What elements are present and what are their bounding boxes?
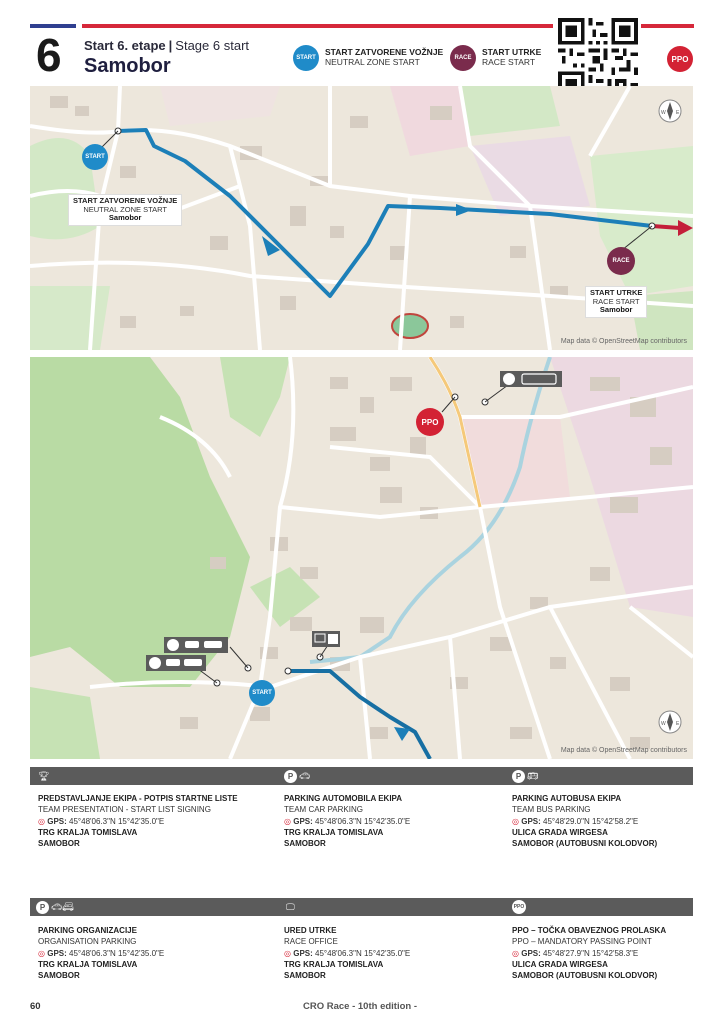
race-office-icon: 🖵︎ xyxy=(286,901,295,912)
stage-title xyxy=(84,38,249,53)
race-route-line xyxy=(652,226,680,228)
neutral-start-label xyxy=(68,194,182,226)
park-area xyxy=(30,286,110,350)
ppo-badge: PPO xyxy=(667,46,693,72)
info-address: TRG KRALJA TOMISLAVA xyxy=(284,828,384,838)
race-label-l3: Samobor xyxy=(599,305,633,315)
info-subtitle: PPO – MANDATORY PASSING POINT xyxy=(512,937,652,947)
gps-value: 45°48'29.0"N 15°42'58.2"E xyxy=(543,816,639,826)
race-label-l1: START UTRKE xyxy=(590,288,643,297)
svg-text:W: W xyxy=(661,110,666,116)
gps-label: GPS: xyxy=(47,816,67,826)
start-pin xyxy=(285,668,291,674)
parking-p-icon: P xyxy=(284,770,297,783)
stage-number: 6 xyxy=(36,29,62,81)
location-icon: ◎ xyxy=(284,816,291,826)
legend-race-line1: START UTRKE xyxy=(482,47,542,58)
location-icon: ◎ xyxy=(38,816,45,826)
title-separator: | xyxy=(168,38,173,53)
bus-parking-map-icon xyxy=(500,371,562,387)
neutral-start-badge: START xyxy=(293,45,319,71)
location-icon: ◎ xyxy=(512,816,519,826)
edition-footer: CRO Race - 10th edition - xyxy=(303,1001,418,1012)
gps-label: GPS: xyxy=(521,816,541,826)
info-subtitle: RACE OFFICE xyxy=(284,937,338,947)
info-gps xyxy=(38,816,268,827)
map-ppo-badge: PPO xyxy=(416,408,444,436)
location-icon: ◎ xyxy=(284,948,291,958)
team-bus-parking-icon: P 🚌︎ xyxy=(512,769,538,783)
org-parking-map-icon xyxy=(146,655,206,671)
gps-label: GPS: xyxy=(293,948,313,958)
gps-label: GPS: xyxy=(47,948,67,958)
info-address: ULICA GRADA WIRGESA xyxy=(512,960,608,970)
legend-neutral-line1: START ZATVORENE VOŽNJE xyxy=(325,47,444,58)
info-city: SAMOBOR (AUTOBUSNI KOLODVOR) xyxy=(512,971,658,981)
neutral-label-l1: START ZATVORENE VOŽNJE xyxy=(73,196,178,205)
race-start-badge: RACE xyxy=(450,45,476,71)
info-subtitle: TEAM PRESENTATION - START LIST SIGNING xyxy=(38,805,211,815)
car-parking-map-icon xyxy=(164,637,228,653)
svg-text:E: E xyxy=(676,721,680,727)
info-city: SAMOBOR (AUTOBUSNI KOLODVOR) xyxy=(512,839,658,849)
info-gps xyxy=(284,948,514,959)
race-start-label xyxy=(585,286,647,318)
location-icon: ◎ xyxy=(38,948,45,958)
map-town-centre[interactable] xyxy=(30,357,693,759)
map-bottom-svg xyxy=(30,357,693,759)
sports-field xyxy=(392,314,428,338)
legend-race-line2: RACE START xyxy=(482,57,536,67)
stage-label-hr: Start 6. etape xyxy=(84,38,166,53)
info-title: PARKING AUTOBUSA EKIPA xyxy=(512,794,622,803)
gps-value: 45°48'06.3"N 15°42'35.0"E xyxy=(315,948,411,958)
info-organisation-parking xyxy=(38,925,268,982)
info-gps xyxy=(284,816,514,827)
team-presentation-icon: 🏆︎ xyxy=(38,770,50,781)
info-subtitle: TEAM BUS PARKING xyxy=(512,805,591,815)
ppo-icon xyxy=(512,900,526,914)
page-number: 60 xyxy=(30,1001,41,1012)
gps-value: 45°48'06.3"N 15°42'35.0"E xyxy=(315,816,411,826)
map-start-badge: START xyxy=(82,144,108,170)
neutral-label-l2: NEUTRAL ZONE START xyxy=(83,204,167,214)
ppo-mini-badge: PPO xyxy=(512,900,526,914)
info-title: PPO – TOČKA OBAVEZNOG PROLASKA xyxy=(512,926,667,935)
location-icon: ◎ xyxy=(512,948,519,958)
gps-label: GPS: xyxy=(521,948,541,958)
info-address: TRG KRALJA TOMISLAVA xyxy=(38,828,138,838)
parking-p-icon: P xyxy=(36,901,49,914)
info-ppo xyxy=(512,925,726,982)
svg-text:W: W xyxy=(661,721,666,727)
legend-neutral-start xyxy=(293,45,443,71)
neutral-label-l3: Samobor xyxy=(108,213,142,223)
office-map-icon xyxy=(312,631,340,647)
info-subtitle: TEAM CAR PARKING xyxy=(284,805,363,815)
info-address: TRG KRALJA TOMISLAVA xyxy=(284,960,384,970)
info-team-presentation xyxy=(38,793,268,850)
gps-value: 45°48'06.3"N 15°42'35.0"E xyxy=(69,816,165,826)
info-bar-2 xyxy=(30,898,693,916)
map-start-badge: START xyxy=(249,680,275,706)
info-bar-1 xyxy=(30,767,693,785)
info-address: ULICA GRADA WIRGESA xyxy=(512,828,608,838)
info-address: TRG KRALJA TOMISLAVA xyxy=(38,960,138,970)
compass-icon xyxy=(659,100,681,122)
info-gps xyxy=(512,816,726,827)
compass-icon xyxy=(659,711,681,733)
parking-p-icon: P xyxy=(512,770,525,783)
legend-race-start xyxy=(450,45,541,71)
gps-label: GPS: xyxy=(293,816,313,826)
gps-value: 45°48'06.3"N 15°42'35.0"E xyxy=(69,948,165,958)
legend-neutral-line2: NEUTRAL ZONE START xyxy=(325,57,420,67)
race-label-l2: RACE START xyxy=(592,296,640,306)
info-race-office xyxy=(284,925,514,982)
info-team-bus-parking xyxy=(512,793,726,850)
map-neutral-start[interactable] xyxy=(30,86,693,350)
info-title: PREDSTAVLJANJE EKIPA - POTPIS STARTNE LISTE xyxy=(38,794,238,803)
info-subtitle: ORGANISATION PARKING xyxy=(38,937,137,947)
top-rule-navy xyxy=(30,24,76,28)
info-title: PARKING ORGANIZACIJE xyxy=(38,926,137,935)
stage-place: Samobor xyxy=(84,55,171,77)
organisation-parking-icon: P 🚗︎🚐︎ xyxy=(36,900,74,914)
info-city: SAMOBOR xyxy=(38,971,80,981)
gps-value: 45°48'27.9"N 15°42'58.3"E xyxy=(543,948,639,958)
info-title: URED UTRKE xyxy=(284,926,337,935)
stage-label-en: Stage 6 start xyxy=(175,38,250,53)
info-title: PARKING AUTOMOBILA EKIPA xyxy=(284,794,403,803)
map-credit: Map data © OpenStreetMap contributors xyxy=(560,747,687,754)
svg-text:E: E xyxy=(676,110,680,116)
map-race-badge: RACE xyxy=(607,247,635,275)
forest-area xyxy=(30,687,100,759)
info-gps xyxy=(512,948,726,959)
info-city: SAMOBOR xyxy=(284,971,326,981)
info-team-car-parking xyxy=(284,793,514,850)
info-gps xyxy=(38,948,268,959)
team-car-parking-icon: P 🚗︎ xyxy=(284,769,310,783)
info-city: SAMOBOR xyxy=(38,839,80,849)
info-city: SAMOBOR xyxy=(284,839,326,849)
map-credit: Map data © OpenStreetMap contributors xyxy=(560,338,687,345)
